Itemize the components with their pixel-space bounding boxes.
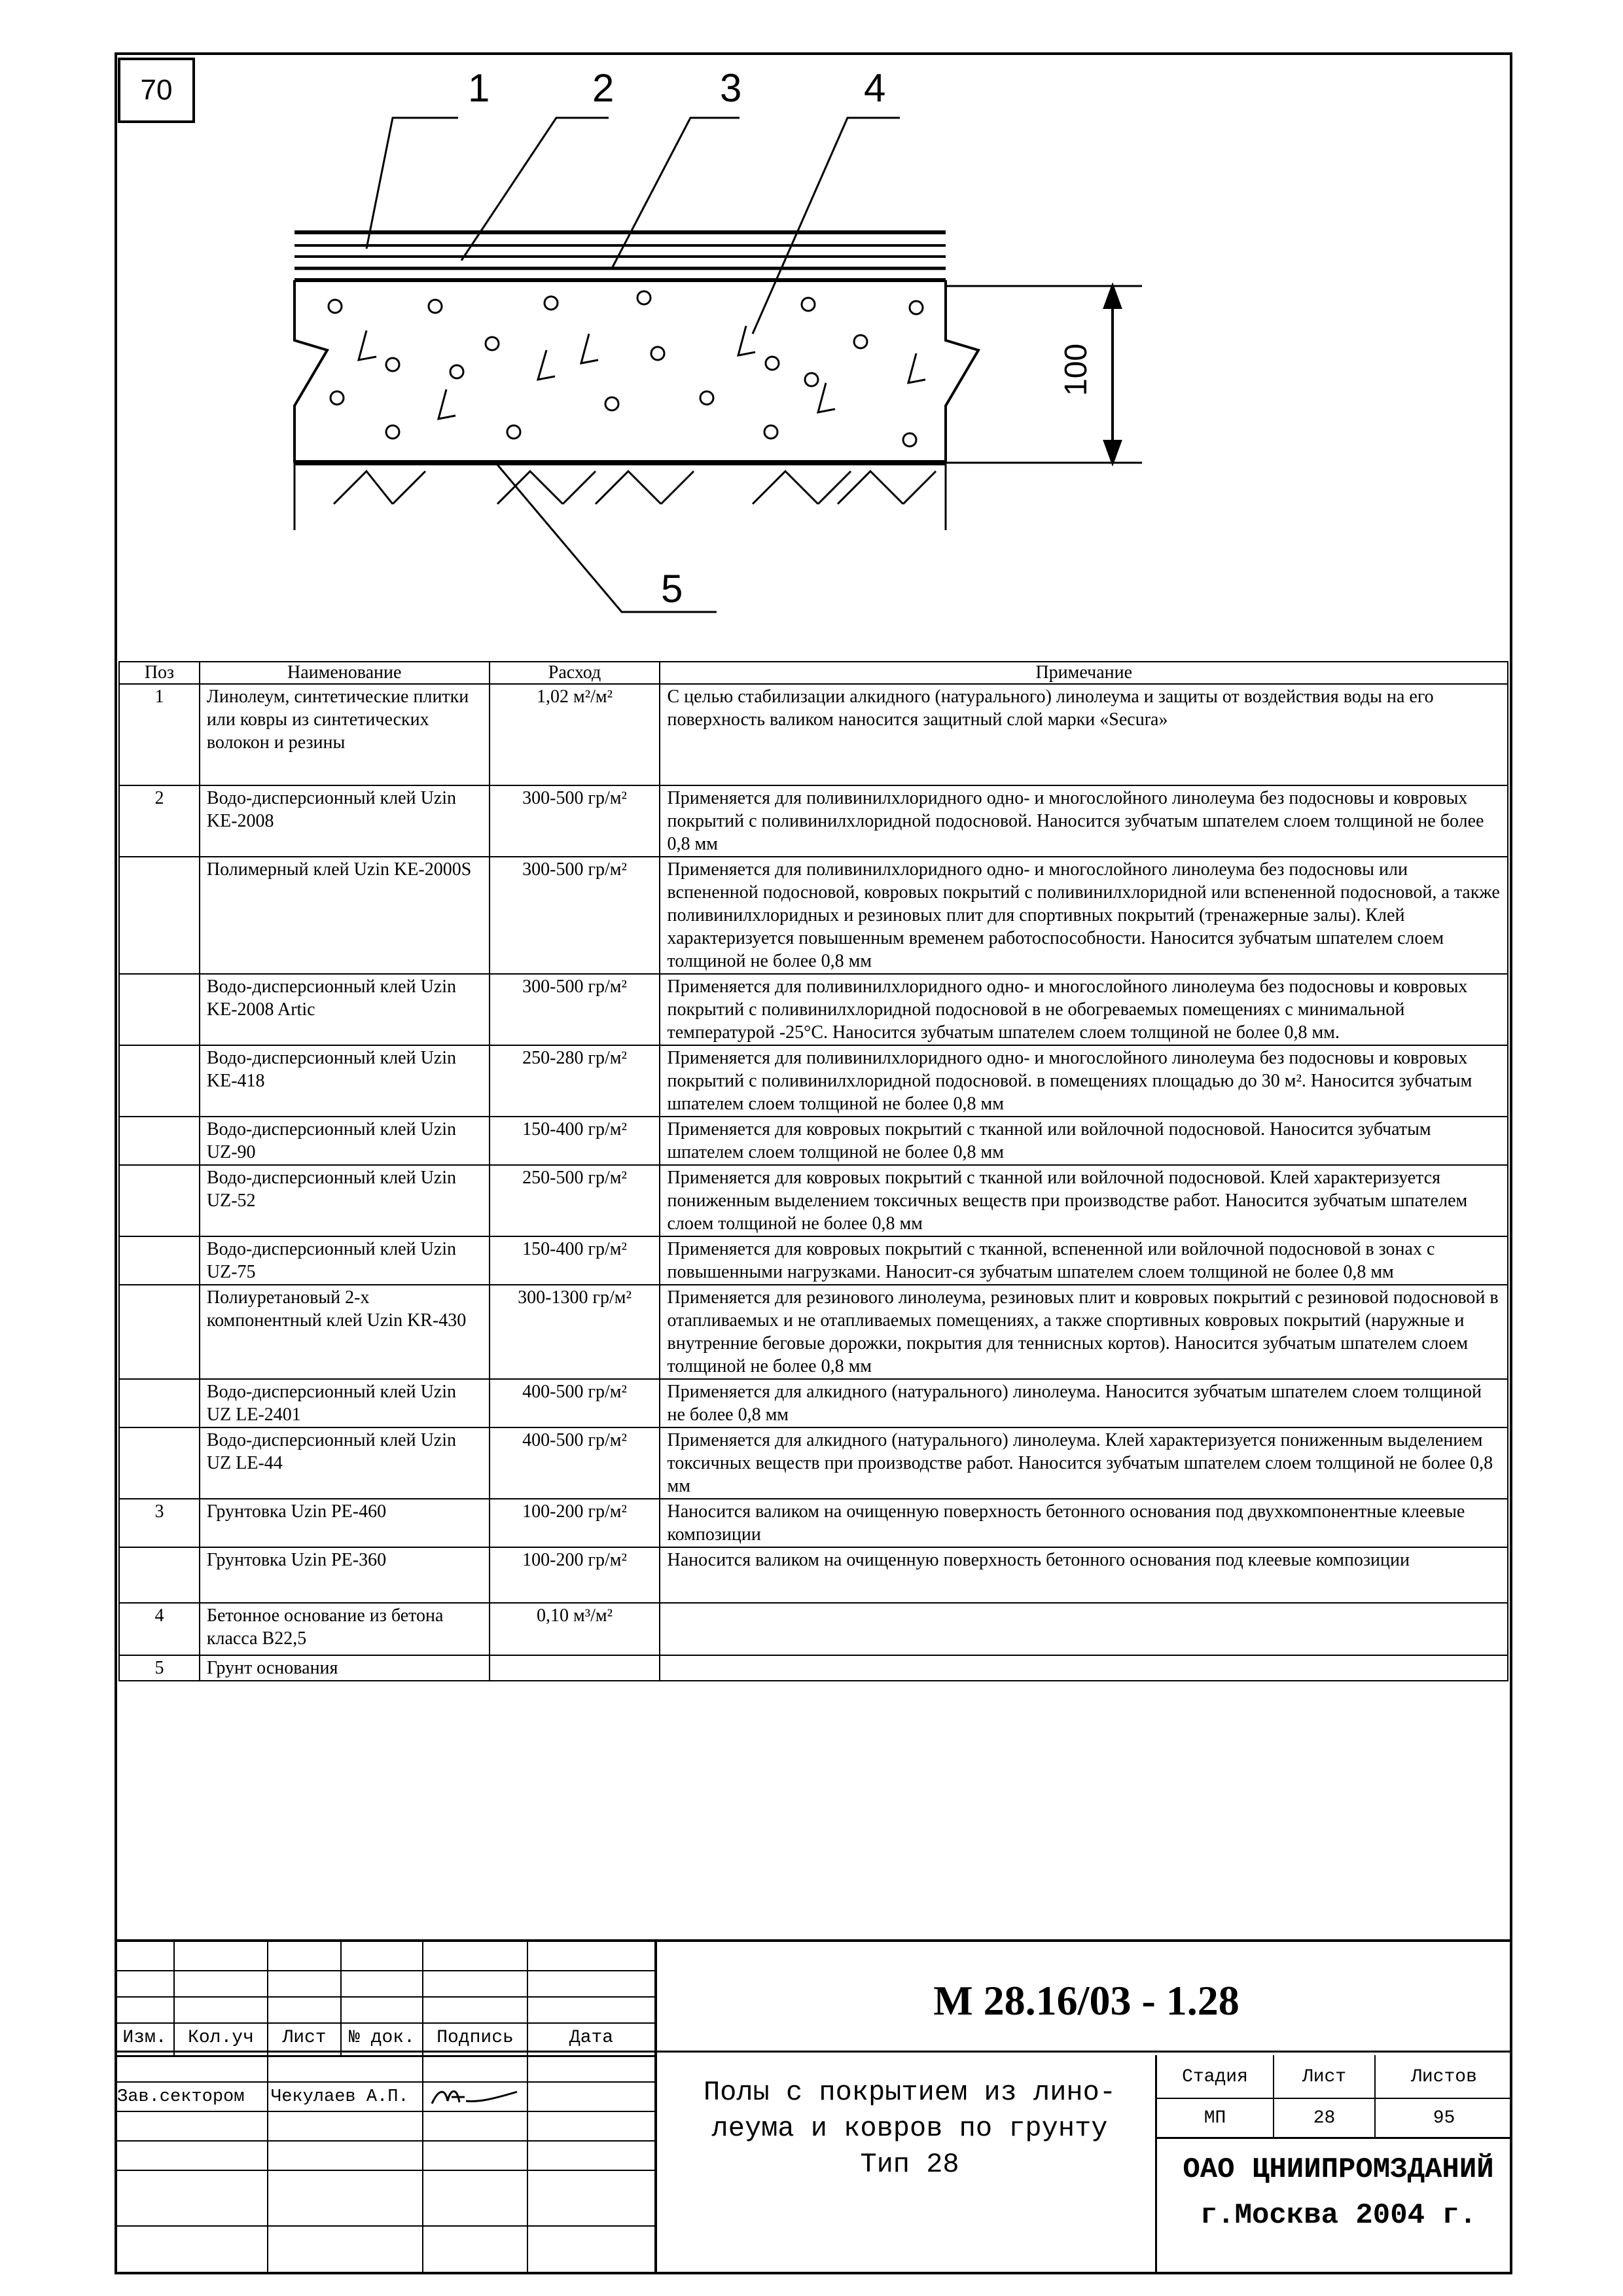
cell-pos: 5: [119, 1655, 200, 1681]
cell-rate: 300-1300 гр/м²: [490, 1285, 660, 1379]
dimension-label: 100: [1059, 343, 1094, 396]
document-code: М 28.16/03 - 1.28: [933, 1977, 1240, 2024]
cell-note: Применяется для поливинилхлоридного одно- и многослойного линолеума без подосновы или вспененной подосновой, ковровых покрытий с поливинилхлоридной или вспененной подосновой, а также поливинилхлоридных и резиновых плит для спортивных покрытий (тренажерные залы). Клей характеризуется повышенным временем работоспособности. Наносится зубчатым шпателем слоем толщиной не более 0,8 мм: [660, 857, 1508, 974]
table-row: [119, 1045, 1508, 1117]
cell-name: Полимерный клей Uzin KE-2000S: [200, 857, 490, 974]
cell-name: Грунтовка Uzin PE-460: [200, 1499, 490, 1547]
title-line-3: Тип 28: [860, 2149, 959, 2180]
sheet-number: 70: [140, 74, 173, 106]
col-data: Дата: [569, 2027, 614, 2048]
stage-label: Стадия: [1182, 2067, 1248, 2087]
cell-pos: 3: [119, 1499, 200, 1547]
cell-note: Применяется для резинового линолеума, резиновых плит и ковровых покрытий с резиновой подосновой в отапливаемых и не отапливаемых помещениях, а также спортивных ковровых покрытий (наружные и внутренние беговые дорожки, покрытия для теннисных кортов). Наносится зубчатым шпателем слоем толщиной не более 0,8 мм: [660, 1285, 1508, 1379]
col-n-dok: № док.: [349, 2027, 415, 2048]
sheet-value: 28: [1313, 2108, 1336, 2128]
person-name: Чекулаев А.П.: [271, 2087, 409, 2107]
col-kol-uch: Кол.уч: [188, 2027, 254, 2048]
cell-note: Применяется для ковровых покрытий с тканной или войлочной подосновой. Клей характеризуется пониженным выделением токсичных веществ при производстве работ. Наносится зубчатым шпателем слоем толщиной не более 0,8 мм: [660, 1165, 1508, 1236]
col-list: Лист: [282, 2027, 327, 2048]
header-name: Наименование: [200, 662, 490, 684]
title-line-1: Полы с покрытием из лино-: [703, 2077, 1116, 2108]
cell-note: Применяется для алкидного (натурального) линолеума. Клей характеризуется пониженным выделением токсичных веществ при производстве работ. Наносится зубчатым шпателем слоем толщиной не более 0,8 мм: [660, 1427, 1508, 1499]
cell-name: Грунт основания: [200, 1655, 490, 1681]
cell-name: Водо-дисперсионный клей Uzin UZ LE-44: [200, 1427, 490, 1499]
cell-pos: [119, 857, 200, 974]
signature-mark: [425, 2083, 524, 2111]
table-row: [119, 1117, 1508, 1165]
cell-note: Применяется для поливинилхлоридного одно- и многослойного линолеума без подосновы и ковровых покрытий с поливинилхлоридной подосновой. Наносится зубчатым шпателем слоем толщиной не более 0,8 мм: [660, 785, 1508, 857]
floor-section-drawing: [0, 0, 1623, 655]
cell-pos: [119, 1045, 200, 1117]
table-row: [119, 1547, 1508, 1603]
cell-rate: 0,10 м³/м²: [490, 1603, 660, 1655]
cell-note: С целью стабилизации алкидного (натурального) линолеума и защиты от воздействия воды на его поверхность валиком наносится защитный слой марки «Secura»: [660, 684, 1508, 785]
cell-rate: 100-200 гр/м²: [490, 1499, 660, 1547]
header-pos: Поз: [119, 662, 200, 684]
cell-pos: [119, 1236, 200, 1285]
cell-rate: 400-500 гр/м²: [490, 1427, 660, 1499]
cell-name: Водо-дисперсионный клей Uzin KE-2008 Artic: [200, 974, 490, 1045]
cell-note: Применяется для алкидного (натурального) линолеума. Наносится зубчатым шпателем слоем толщиной не более 0,8 мм: [660, 1379, 1508, 1427]
cell-pos: [119, 1547, 200, 1603]
cell-rate: 250-500 гр/м²: [490, 1165, 660, 1236]
table-row: [119, 1285, 1508, 1379]
cell-name: Водо-дисперсионный клей Uzin KE-418: [200, 1045, 490, 1117]
cell-pos: [119, 974, 200, 1045]
org-name: ОАО ЦНИИПРОМЗДАНИЙ: [1183, 2153, 1494, 2186]
table-row: [119, 1165, 1508, 1236]
sheet-label: Лист: [1302, 2067, 1347, 2087]
cell-pos: 4: [119, 1603, 200, 1655]
table-row: [119, 974, 1508, 1045]
cell-rate: 100-200 гр/м²: [490, 1547, 660, 1603]
header-rate: Расход: [490, 662, 660, 684]
table-row: [119, 1499, 1508, 1547]
cell-name: Водо-дисперсионный клей Uzin UZ LE-2401: [200, 1379, 490, 1427]
cell-name: Линолеум, синтетические плитки или ковры из синтетических волокон и резины: [200, 684, 490, 785]
cell-note: Наносится валиком на очищенную поверхность бетонного основания под двухкомпонентные клеевые композиции: [660, 1499, 1508, 1547]
table-row: [119, 785, 1508, 857]
role-label: Зав.сектором: [117, 2087, 245, 2107]
cell-name: Бетонное основание из бетона класса B22,5: [200, 1603, 490, 1655]
cell-rate: 1,02 м²/м²: [490, 684, 660, 785]
cell-rate: [490, 1655, 660, 1681]
callout-3: 3: [720, 66, 742, 110]
cell-rate: 300-500 гр/м²: [490, 785, 660, 857]
table-row: [119, 857, 1508, 974]
table-row: [119, 1379, 1508, 1427]
table-row: [119, 1655, 1508, 1681]
table-header-row: [119, 662, 1508, 684]
org-city-year: г.Москва 2004 г.: [1200, 2199, 1477, 2232]
stage-value: МП: [1204, 2108, 1226, 2128]
callout-2: 2: [592, 66, 615, 110]
callout-1: 1: [468, 66, 490, 110]
cell-rate: 300-500 гр/м²: [490, 974, 660, 1045]
cell-pos: 1: [119, 684, 200, 785]
organization: [1158, 2147, 1518, 2238]
header-note: Примечание: [660, 662, 1508, 684]
cell-name: Полиуретановый 2-х компонентный клей Uzin KR-430: [200, 1285, 490, 1379]
table-row: [119, 1427, 1508, 1499]
cell-name: Водо-дисперсионный клей Uzin KE-2008: [200, 785, 490, 857]
cell-pos: 2: [119, 785, 200, 857]
sheets-label: Листов: [1411, 2067, 1477, 2087]
table-row: [119, 1603, 1508, 1655]
cell-pos: [119, 1165, 200, 1236]
cell-name: Водо-дисперсионный клей Uzin UZ-52: [200, 1165, 490, 1236]
cell-name: Водо-дисперсионный клей Uzin UZ-75: [200, 1236, 490, 1285]
specification-table: [118, 661, 1508, 1681]
cell-pos: [119, 1379, 200, 1427]
cell-note: Применяется для ковровых покрытий с тканной или войлочной подосновой. Наносится зубчатым шпателем слоем толщиной не более 0,8 мм: [660, 1117, 1508, 1165]
cell-pos: [119, 1117, 200, 1165]
document-title: [658, 2075, 1162, 2183]
cell-rate: 150-400 гр/м²: [490, 1236, 660, 1285]
cell-rate: 400-500 гр/м²: [490, 1379, 660, 1427]
col-izm: Изм.: [122, 2027, 167, 2048]
title-line-2: леума и ковров по грунту: [711, 2113, 1108, 2144]
cell-note: [660, 1655, 1508, 1681]
cell-note: Применяется для поливинилхлоридного одно- и многослойного линолеума без подосновы и ковровых покрытий с поливинилхлоридной подосновой в не обогреваемых помещениях с минимальной температурой -25°С. Наносится зубчатым шпателем слоем толщиной не более 0,8 мм.: [660, 974, 1508, 1045]
cell-note: [660, 1603, 1508, 1655]
cell-rate: 150-400 гр/м²: [490, 1117, 660, 1165]
cell-rate: 250-280 гр/м²: [490, 1045, 660, 1117]
col-podpis: Подпись: [437, 2027, 514, 2048]
cell-name: Водо-дисперсионный клей Uzin UZ-90: [200, 1117, 490, 1165]
cell-note: Наносится валиком на очищенную поверхность бетонного основания под клеевые композиции: [660, 1547, 1508, 1603]
table-row: [119, 1236, 1508, 1285]
cell-note: Применяется для поливинилхлоридного одно- и многослойного линолеума без подосновы и ковровых покрытий с поливинилхлоридной подосновой. в помещениях площадью до 30 м². Наносится зубчатым шпателем слоем толщиной не более 0,8 мм: [660, 1045, 1508, 1117]
cell-note: Применяется для ковровых покрытий с тканной, вспененной или войлочной подосновой в зонах с повышенными нагрузками. Наносит-ся зубчатым шпателем слоем толщиной не более 0,8 мм: [660, 1236, 1508, 1285]
cell-pos: [119, 1285, 200, 1379]
callout-4: 4: [864, 66, 886, 110]
cell-pos: [119, 1427, 200, 1499]
callout-5: 5: [661, 567, 683, 611]
cell-name: Грунтовка Uzin PE-360: [200, 1547, 490, 1603]
cell-rate: 300-500 гр/м²: [490, 857, 660, 974]
sheets-value: 95: [1433, 2108, 1455, 2128]
table-row: [119, 684, 1508, 785]
